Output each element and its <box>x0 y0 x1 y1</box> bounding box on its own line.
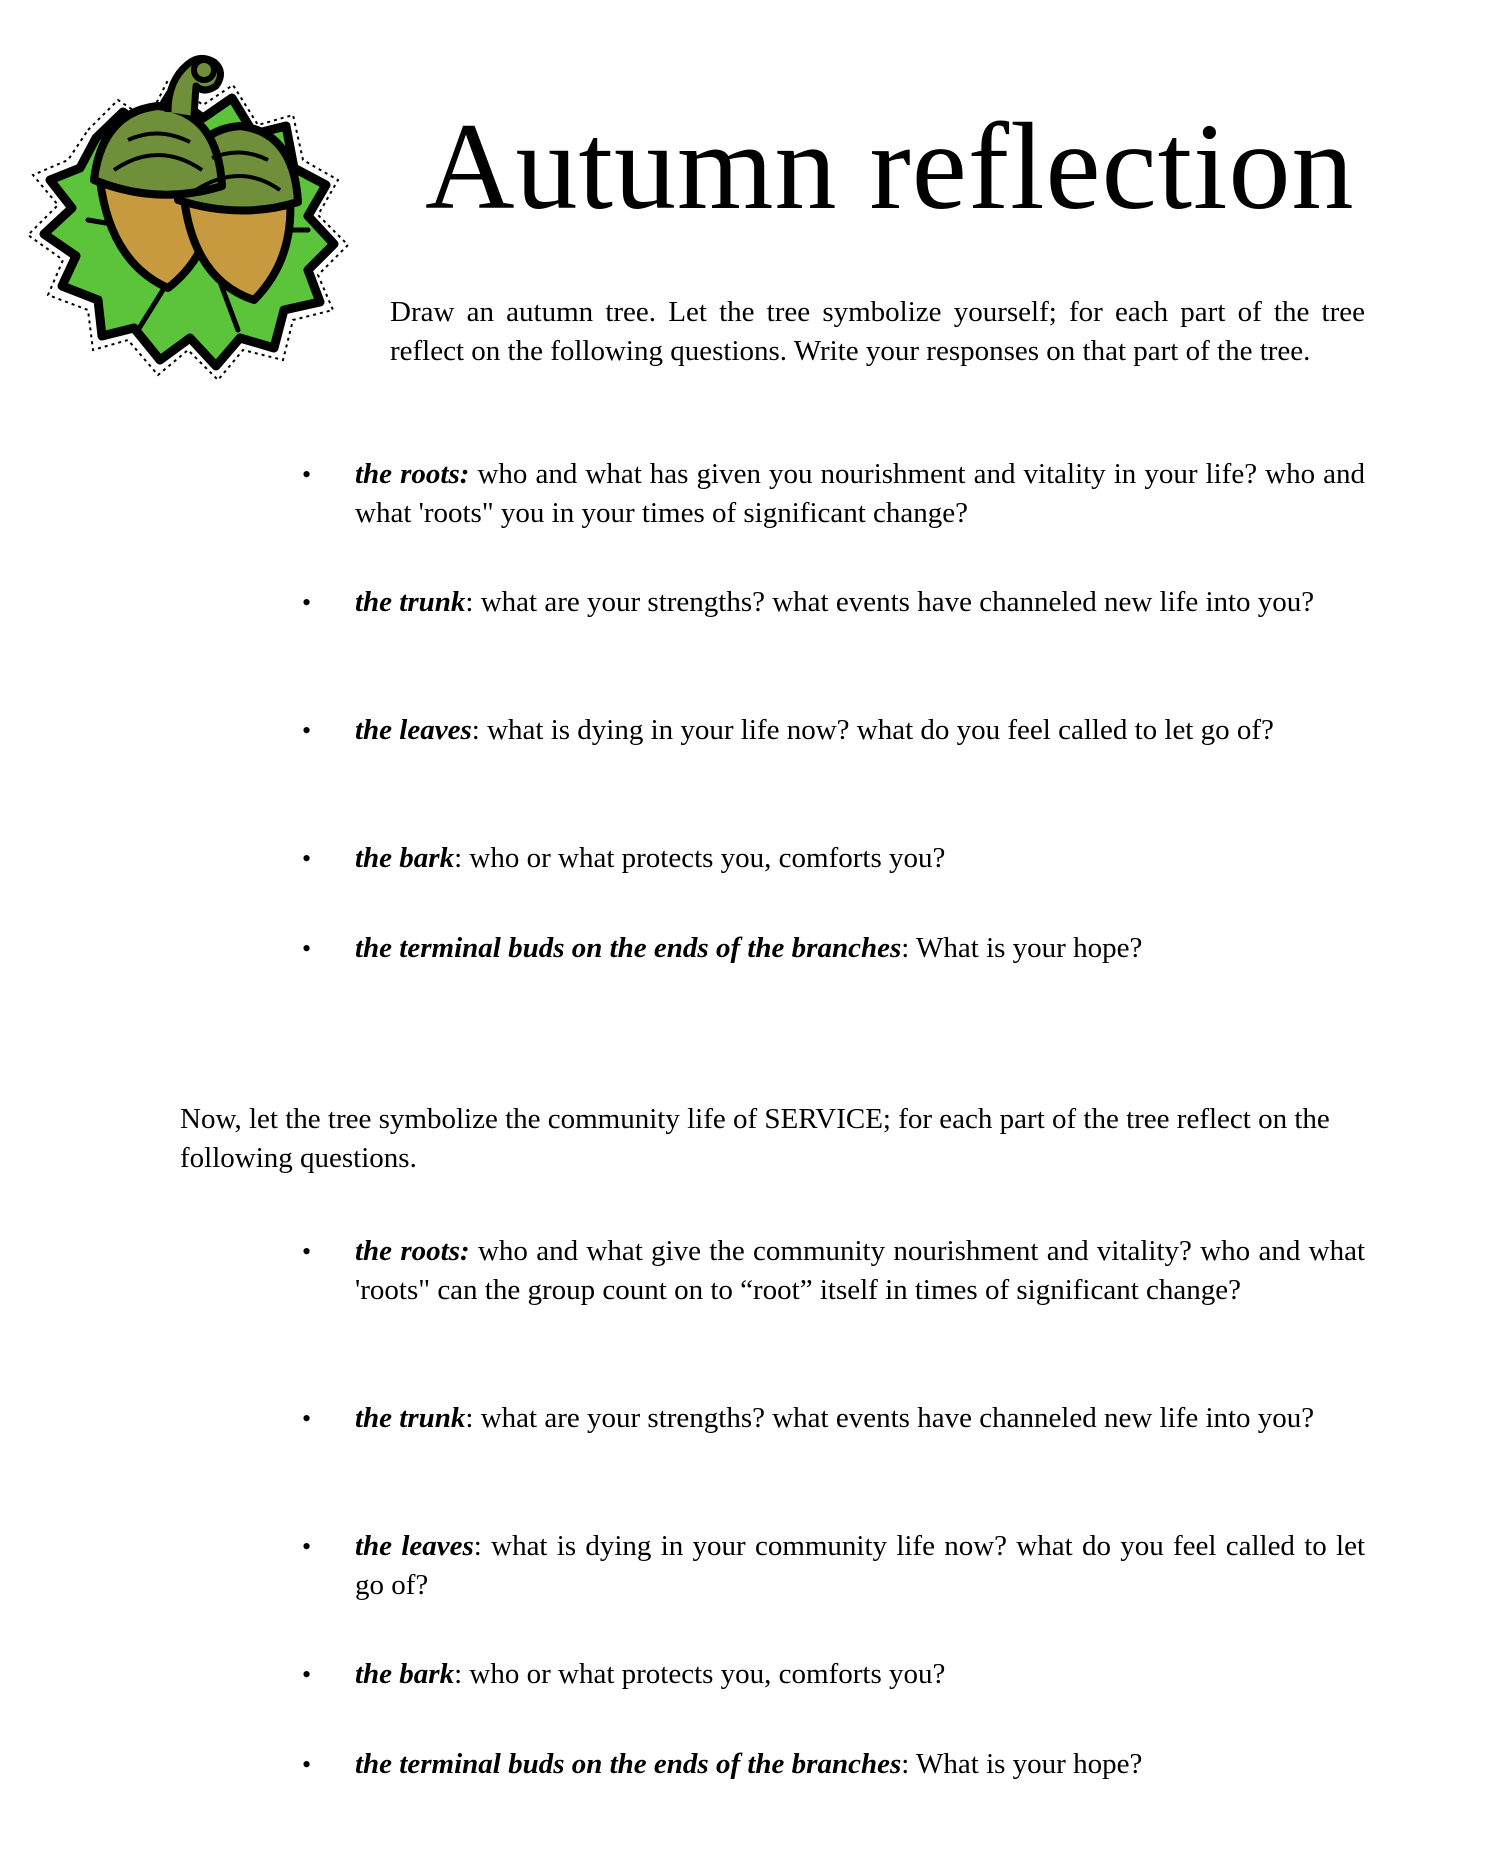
question-text: : what is dying in your community life now? what do you feel called to let go of? <box>355 1530 1366 1601</box>
question-text: : what is dying in your life now? what do you feel called to let go of? <box>471 714 1274 746</box>
list-item <box>355 711 1365 750</box>
question-text: who and what has given you nourishment and vitality in your life? who and what 'roots" you in your times of significant change? <box>355 458 1365 529</box>
term-label: the leaves <box>355 1530 474 1562</box>
question-text: : What is your hope? <box>901 1748 1143 1780</box>
term-label: the trunk <box>355 1402 466 1434</box>
term-label: the bark <box>355 1658 455 1690</box>
term-label: the leaves <box>355 714 472 746</box>
question-text: who and what give the community nourishment and vitality? who and what 'roots" can the group count on to “root” itself in times of significant change? <box>355 1235 1366 1306</box>
question-text: : what are your strengths? what events have channeled new life into you? <box>465 586 1315 618</box>
list-item <box>355 583 1365 622</box>
page-title: Autumn reflection <box>425 98 1355 235</box>
list-item <box>355 1527 1365 1605</box>
term-label: the roots: <box>355 1235 470 1267</box>
term-label: the terminal buds on the ends of the branches <box>355 1748 902 1780</box>
list-item <box>355 839 1365 878</box>
list-item <box>355 929 1365 968</box>
community-intro-paragraph: Now, let the tree symbolize the community life of SERVICE; for each part of the tree reflect on the following questions. <box>180 1103 1330 1174</box>
intro-paragraph: Draw an autumn tree. Let the tree symbolize yourself; for each part of the tree reflect on the following questions. Write your responses on that part of the tree. <box>390 296 1365 367</box>
list-item <box>355 1399 1365 1438</box>
term-label: the roots: <box>355 458 470 490</box>
question-text: : what are your strengths? what events have channeled new life into you? <box>465 1402 1315 1434</box>
term-label: the bark <box>355 842 455 874</box>
list-item <box>355 1655 1365 1694</box>
question-text: : What is your hope? <box>901 932 1143 964</box>
acorn-oak-leaf-icon <box>18 30 358 390</box>
term-label: the trunk <box>355 586 466 618</box>
list-item <box>355 455 1365 533</box>
question-text: : who or what protects you, comforts you? <box>454 1658 946 1690</box>
list-item <box>355 1745 1365 1784</box>
list-item <box>355 1232 1365 1310</box>
question-text: : who or what protects you, comforts you? <box>454 842 946 874</box>
term-label: the terminal buds on the ends of the branches <box>355 932 902 964</box>
